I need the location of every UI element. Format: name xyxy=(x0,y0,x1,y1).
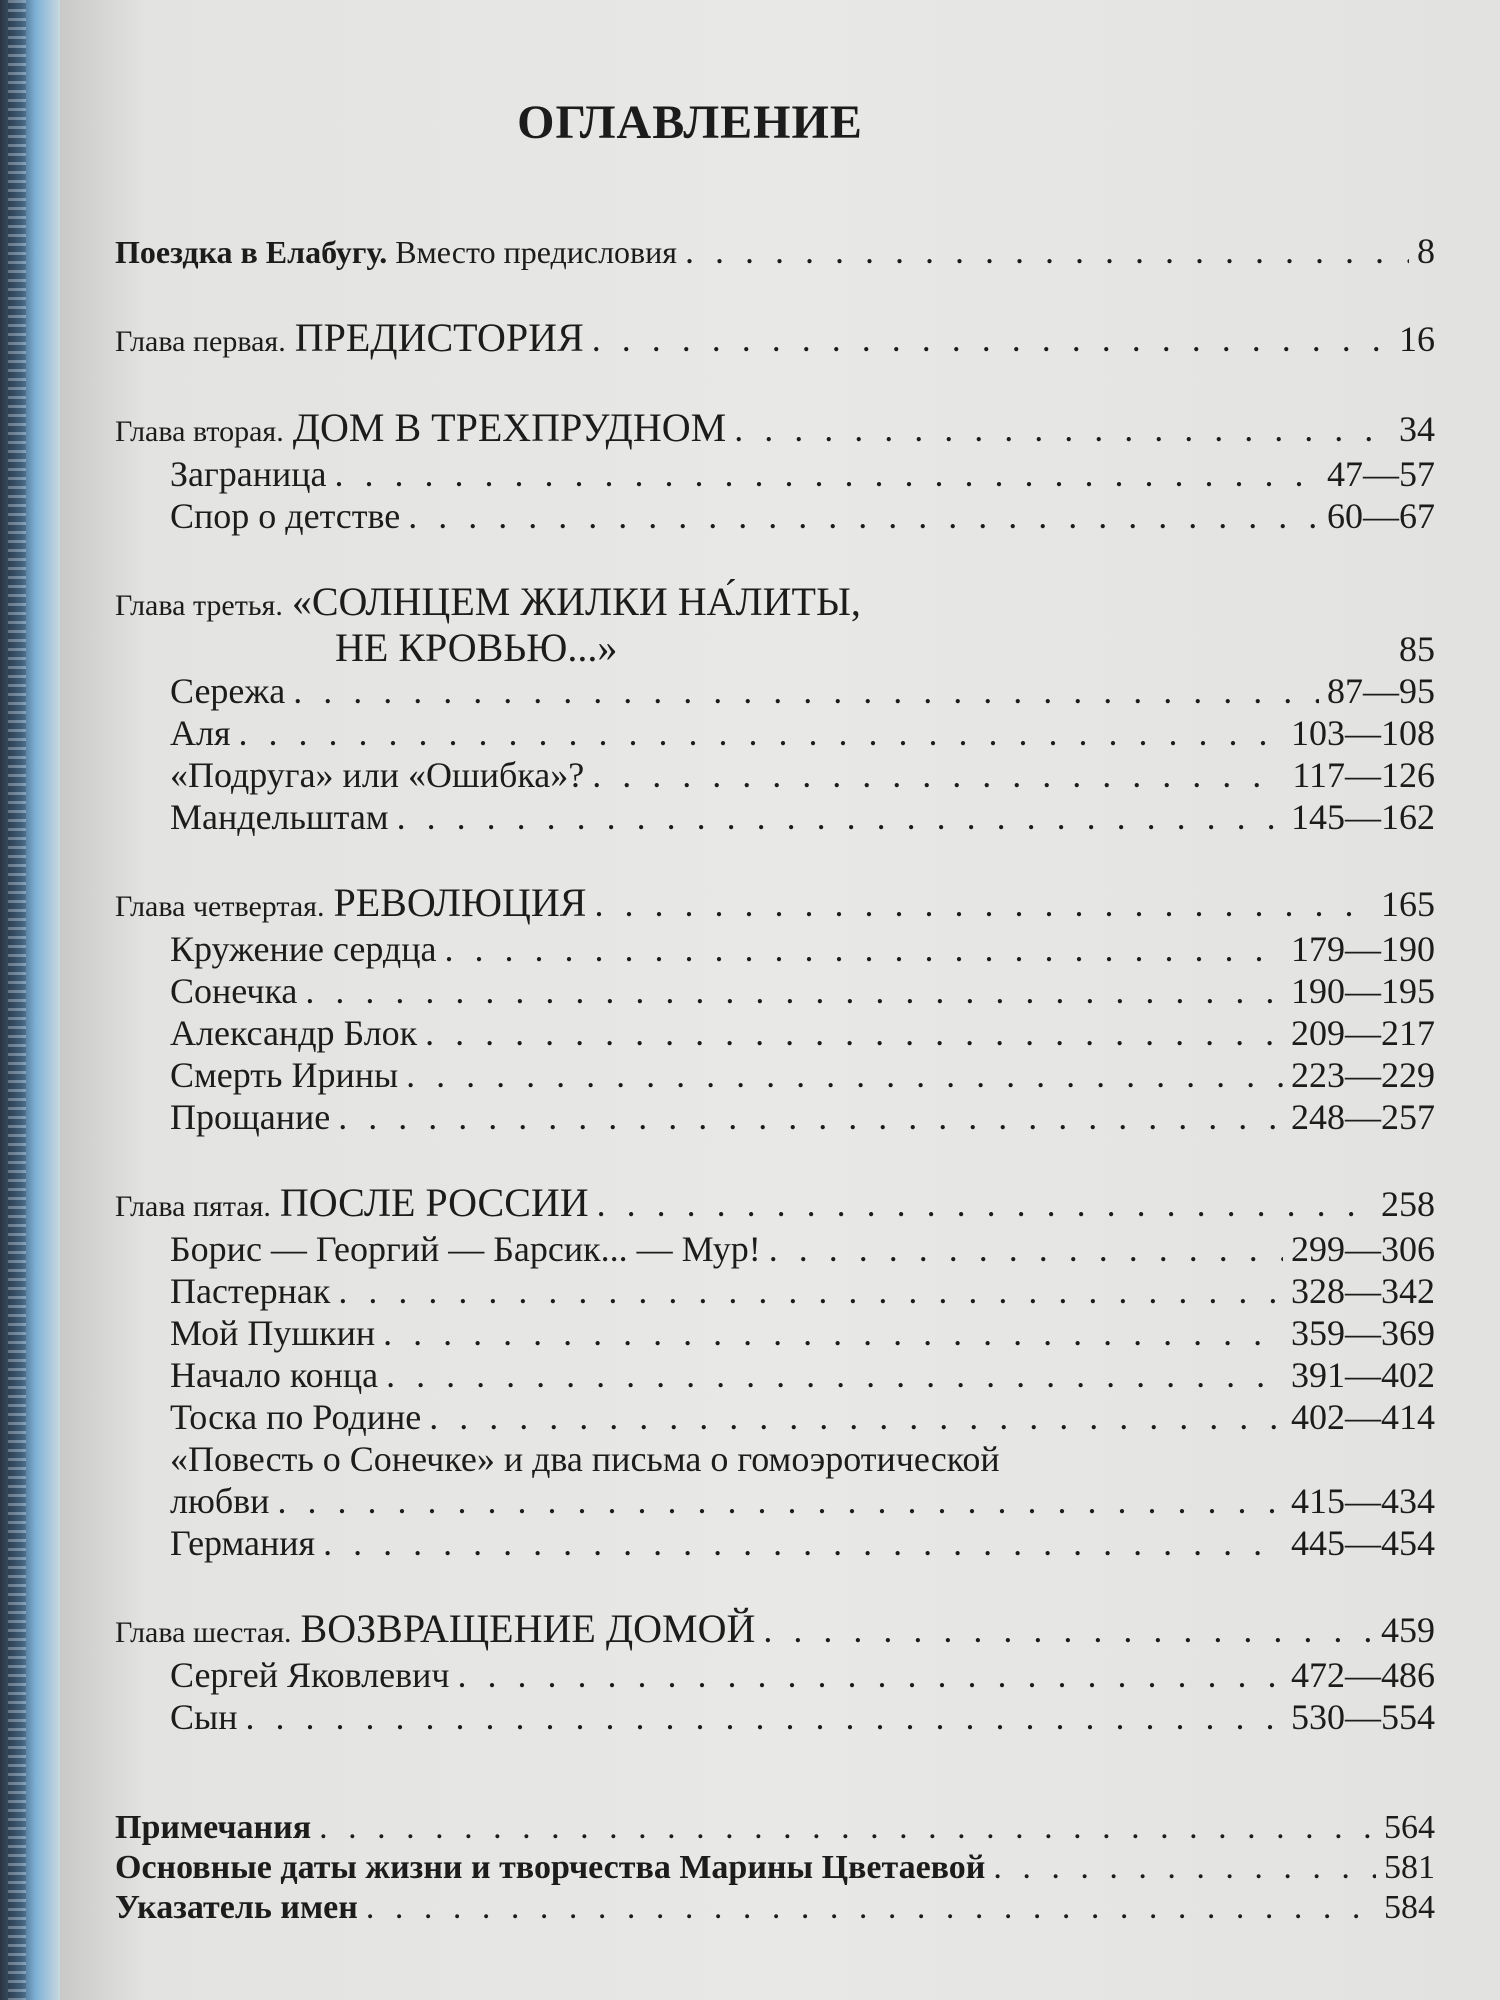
page-range: 391—402 xyxy=(1291,1355,1435,1395)
chapter-title: ДОМ В ТРЕХПРУДНОМ xyxy=(292,405,727,450)
page-range: 190—195 xyxy=(1291,971,1435,1011)
entry-label: Примечания xyxy=(115,1809,312,1846)
dot-leader xyxy=(397,796,1283,838)
page-range: 248—257 xyxy=(1291,1097,1435,1137)
page-range: 60—67 xyxy=(1327,496,1435,536)
section-label: «Повесть о Сонечке» и два письма о гомоэротической xyxy=(170,1439,1000,1479)
chapter-prefix: Глава шестая. xyxy=(115,1616,292,1649)
chapter-5 xyxy=(115,1182,1435,1564)
entry-label-bold: Поездка в Елабугу. xyxy=(115,234,388,270)
dot-leader xyxy=(685,230,1409,272)
section-entry xyxy=(115,754,1435,796)
section-entry xyxy=(115,1054,1435,1096)
page-range: 445—454 xyxy=(1291,1523,1435,1563)
section-entry xyxy=(115,712,1435,754)
page-number: 581 xyxy=(1384,1849,1435,1886)
entry-label-rest: Вместо предисловия xyxy=(395,234,677,270)
dot-leader xyxy=(383,1312,1283,1354)
dot-leader xyxy=(319,1808,1376,1848)
dot-leader xyxy=(734,408,1391,450)
dot-leader xyxy=(338,1096,1283,1138)
chapter-heading-line1 xyxy=(115,581,1435,627)
dot-leader xyxy=(277,1480,1283,1522)
chapter-heading xyxy=(115,1608,1435,1654)
dot-leader xyxy=(323,1522,1283,1564)
chapter-prefix: Глава первая. xyxy=(115,325,286,358)
chapter-prefix: Глава третья. xyxy=(115,589,283,622)
section-label: Мой Пушкин xyxy=(170,1313,376,1353)
entry-label: Указатель имен xyxy=(115,1889,358,1926)
dot-leader xyxy=(592,318,1391,360)
section-label: Прощание xyxy=(170,1097,331,1137)
page-number: 16 xyxy=(1399,319,1435,359)
page-range: 145—162 xyxy=(1291,797,1435,837)
section-label: Сережа xyxy=(170,671,286,711)
chapter-label xyxy=(115,317,584,363)
dot-leader xyxy=(245,1696,1283,1738)
section-label: Борис — Георгий — Барсик... — Мур! xyxy=(170,1229,761,1269)
section-label: Аля xyxy=(170,713,231,753)
chapter-title: ВОЗВРАЩЕНИЕ ДОМОЙ xyxy=(300,1606,756,1651)
dot-leader xyxy=(993,1848,1376,1888)
back-matter-entry xyxy=(115,1808,1435,1848)
section-label: Смерть Ирины xyxy=(170,1055,399,1095)
chapter-title: ПОСЛЕ РОССИИ xyxy=(279,1180,589,1225)
section-label: Мандельштам xyxy=(170,797,389,837)
section-entry xyxy=(115,1228,1435,1270)
chapter-6 xyxy=(115,1608,1435,1738)
page-number: 258 xyxy=(1381,1184,1435,1224)
chapter-prefix: Глава вторая. xyxy=(115,415,284,448)
chapter-title: РЕВОЛЮЦИЯ xyxy=(333,880,587,925)
section-label: Начало конца xyxy=(170,1355,379,1395)
book-page xyxy=(60,0,1500,2000)
section-entry xyxy=(115,1270,1435,1312)
chapter-heading xyxy=(115,1182,1435,1228)
page-number: 85 xyxy=(1399,629,1435,669)
page-range: 47—57 xyxy=(1327,454,1435,494)
page-range: 415—434 xyxy=(1291,1481,1435,1521)
chapter-label xyxy=(115,407,726,453)
section-entry xyxy=(115,1396,1435,1438)
section-entry xyxy=(115,1012,1435,1054)
dot-leader xyxy=(305,970,1283,1012)
chapter-label xyxy=(115,581,861,627)
chapter-4 xyxy=(115,882,1435,1138)
section-label: Тоска по Родине xyxy=(170,1397,422,1437)
chapter-label xyxy=(115,1608,755,1654)
page-number: 564 xyxy=(1384,1809,1435,1846)
section-entry xyxy=(115,1696,1435,1738)
page-range: 328—342 xyxy=(1291,1271,1435,1311)
dot-leader xyxy=(408,495,1319,537)
back-matter-entry xyxy=(115,1848,1435,1888)
section-entry xyxy=(115,1654,1435,1696)
page-range: 223—229 xyxy=(1291,1055,1435,1095)
dot-leader xyxy=(597,1183,1373,1225)
back-matter-entry xyxy=(115,1888,1435,1928)
chapter-title: ПРЕДИСТОРИЯ xyxy=(294,315,584,360)
section-entry xyxy=(115,1312,1435,1354)
dot-leader xyxy=(335,453,1319,495)
section-label: Сергей Яковлевич xyxy=(170,1655,450,1695)
section-label: Сын xyxy=(170,1697,238,1737)
dot-leader xyxy=(457,1654,1283,1696)
chapter-2 xyxy=(115,407,1435,537)
section-label: Сонечка xyxy=(170,971,298,1011)
page-range: 472—486 xyxy=(1291,1655,1435,1695)
page-range: 179—190 xyxy=(1291,929,1435,969)
section-entry xyxy=(115,1522,1435,1564)
dot-leader xyxy=(763,1609,1373,1651)
dot-leader xyxy=(769,1228,1283,1270)
page-number: 34 xyxy=(1399,409,1435,449)
chapter-title: «СОЛНЦЕМ ЖИЛКИ НА́ЛИТЫ, xyxy=(291,579,861,624)
chapter-prefix: Глава четвертая. xyxy=(115,890,325,923)
page-range: 103—108 xyxy=(1291,713,1435,753)
page-number: 165 xyxy=(1381,884,1435,924)
chapter-label xyxy=(115,882,586,928)
page-title: ОГЛАВЛЕНИЕ xyxy=(517,96,863,149)
page-range: 299—306 xyxy=(1291,1229,1435,1269)
dot-leader xyxy=(444,928,1283,970)
section-entry xyxy=(115,928,1435,970)
table-of-contents xyxy=(115,95,1435,1928)
dot-leader xyxy=(366,1888,1376,1928)
section-entry xyxy=(115,970,1435,1012)
entry-label: Основные даты жизни и творчества Марины Цветаевой xyxy=(115,1849,986,1886)
dot-leader xyxy=(425,1012,1283,1054)
dot-leader xyxy=(429,1396,1283,1438)
section-label: Кружение сердца xyxy=(170,929,437,969)
section-label: Пастернак xyxy=(170,1271,331,1311)
page-range: 359—369 xyxy=(1291,1313,1435,1353)
back-matter xyxy=(115,1808,1435,1928)
section-label: Заграница xyxy=(170,454,327,494)
dot-leader xyxy=(594,883,1373,925)
chapter-heading xyxy=(115,407,1435,453)
chapter-label xyxy=(115,1182,589,1228)
section-entry-line1 xyxy=(115,1438,1435,1480)
section-entry xyxy=(115,1354,1435,1396)
toc-entry-intro xyxy=(115,230,1435,273)
section-entry xyxy=(115,453,1435,495)
dot-leader xyxy=(592,754,1284,796)
page-range: 402—414 xyxy=(1291,1397,1435,1437)
chapter-prefix: Глава пятая. xyxy=(115,1190,271,1223)
section-label: «Подруга» или «Ошибка»? xyxy=(170,755,585,795)
dot-leader xyxy=(406,1054,1283,1096)
entry-label xyxy=(115,231,677,273)
section-label: Германия xyxy=(170,1523,316,1563)
dot-leader xyxy=(293,670,1319,712)
page-range: 87—95 xyxy=(1327,671,1435,711)
section-entry xyxy=(115,495,1435,537)
section-label: Александр Блок xyxy=(170,1013,418,1053)
chapter-heading xyxy=(115,317,1435,363)
dot-leader xyxy=(239,712,1283,754)
section-label: Спор о детстве xyxy=(170,496,401,536)
page-range: 530—554 xyxy=(1291,1697,1435,1737)
chapter-3 xyxy=(115,581,1435,838)
chapter-title-continued: НЕ КРОВЬЮ...» xyxy=(335,625,618,670)
page-number: 584 xyxy=(1384,1889,1435,1926)
section-entry xyxy=(115,1096,1435,1138)
book-binding xyxy=(0,0,60,2000)
section-entry xyxy=(115,670,1435,712)
dot-leader xyxy=(386,1354,1283,1396)
chapter-heading-line2 xyxy=(115,627,1435,670)
page-range: 117—126 xyxy=(1292,755,1435,795)
section-entry-line2 xyxy=(115,1480,1435,1522)
page-number: 8 xyxy=(1417,231,1435,271)
chapter-heading xyxy=(115,882,1435,928)
section-label-continued: любви xyxy=(170,1481,270,1521)
page-number: 459 xyxy=(1381,1610,1435,1650)
chapter-1 xyxy=(115,317,1435,363)
page-range: 209—217 xyxy=(1291,1013,1435,1053)
section-entry xyxy=(115,796,1435,838)
dot-leader xyxy=(338,1270,1283,1312)
